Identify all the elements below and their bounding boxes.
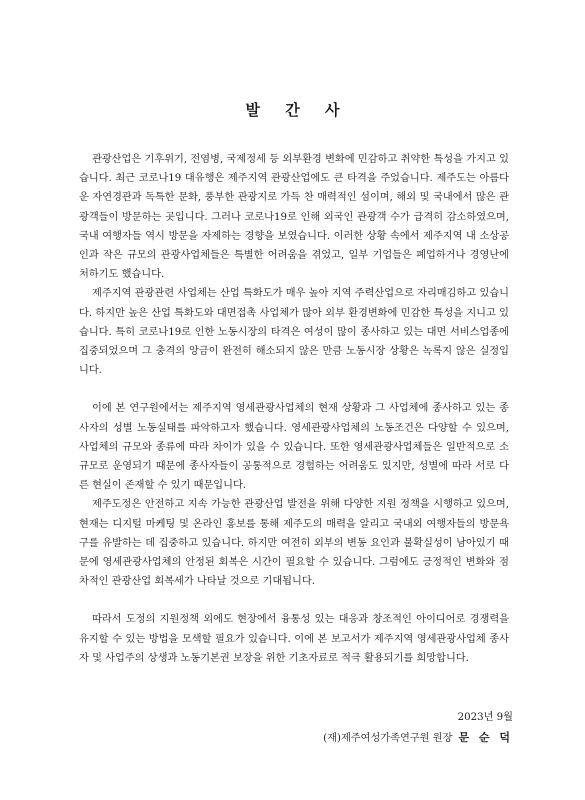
signature-name: 문 순 덕 xyxy=(458,731,513,744)
paragraph-2: 제주지역 관광관련 사업체는 산업 특화도가 매우 높아 지역 주력산업으로 자리매김하고 있습니다. 하지만 높은 산업 특화도와 대면접촉 사업체가 많아 외부 환경변화에 민감한 특성을 지니고 있습니다. 특히 코로나19로 인한 노동시장의 타격은 여성이 많이 종사하고 있는 대면 서비스업종에 집중되었으며 그 충격의 앙금이 완전히 해소되지 않은 만큼 노동시장 상황은 녹록지 않은 실정입니다. xyxy=(79,288,509,377)
paragraph-5: 따라서 도정의 지원정책 외에도 현장에서 융통성 있는 대응과 창조적인 아이디어로 경쟁력을 유지할 수 있는 방법을 모색할 필요가 있습니다. 이에 본 보고서가 제주지역 영세관광사업체 종사자 및 사업주의 상생과 노동기본권 보장을 위한 기초자료로 적극 활용되기를 희망합니다. xyxy=(79,614,509,664)
signature-block xyxy=(323,729,513,745)
paragraph-4: 제주도정은 안전하고 지속 가능한 관광산업 발전을 위해 다양한 지원 정책을 시행하고 있으며, 현재는 디지털 마케팅 및 온라인 홍보를 통해 제주도의 매력을 알리고 국내외 여행자들의 방문욕구를 유발하는 데 집중하고 있습니다. 하지만 여전히 외부의 변동 요인과 불확실성이 남아있기 때문에 영세관광사업체의 안정된 회복은 시간이 필요할 수 있습니다. 그럼에도 긍정적인 변화와 점차적인 관광산업 회복세가 나타날 것으로 기대됩니다. xyxy=(79,499,509,588)
page-title: 발 간 사 xyxy=(245,101,350,119)
paragraph-3: 이에 본 연구원에서는 제주지역 영세관광사업체의 현재 상황과 그 사업체에 종사하고 있는 종사자의 성별 노동실태를 파악하고자 했습니다. 영세관광사업체의 노동조건은 다양할 수 있으며, 사업체의 규모와 종류에 따라 차이가 있을 수 있습니다. 또한 영세관광사업체들은 일반적으로 소규모로 운영되기 때문에 종사자들이 공통적으로 경험하는 어려움도 있지만, 성별에 따라 서로 다른 현실이 존재할 수 있기 때문입니다. xyxy=(79,403,509,492)
body-text xyxy=(79,150,509,668)
publication-date: 2023년 9월 xyxy=(457,712,513,723)
signature-org-title: (재)제주여성가족연구원 원장 xyxy=(323,733,453,744)
paragraph-1: 관광산업은 기후위기, 전염병, 국제정세 등 외부환경 변화에 민감하고 취약한 특성을 가지고 있습니다. 최근 코로나19 대유행은 제주지역 관광산업에도 큰 타격을 주었습니다. 제주도는 아름다운 자연경관과 독특한 문화, 풍부한 관광지로 가득 찬 매력적인 섬이며, 해외 및 국내에서 많은 관광객들이 방문하는 곳입니다. 그러나 코로나19로 인해 외국인 관광객 수가 급격히 감소하였으며, 국내 여행자들 역시 방문을 자제하는 경향을 보였습니다. 이러한 상황 속에서 제주지역 내 소상공인과 작은 규모의 관광사업체들은 특별한 어려움을 겪었고, 일부 기업들은 폐업하거나 경영난에 처하기도 했습니다. xyxy=(79,154,509,281)
